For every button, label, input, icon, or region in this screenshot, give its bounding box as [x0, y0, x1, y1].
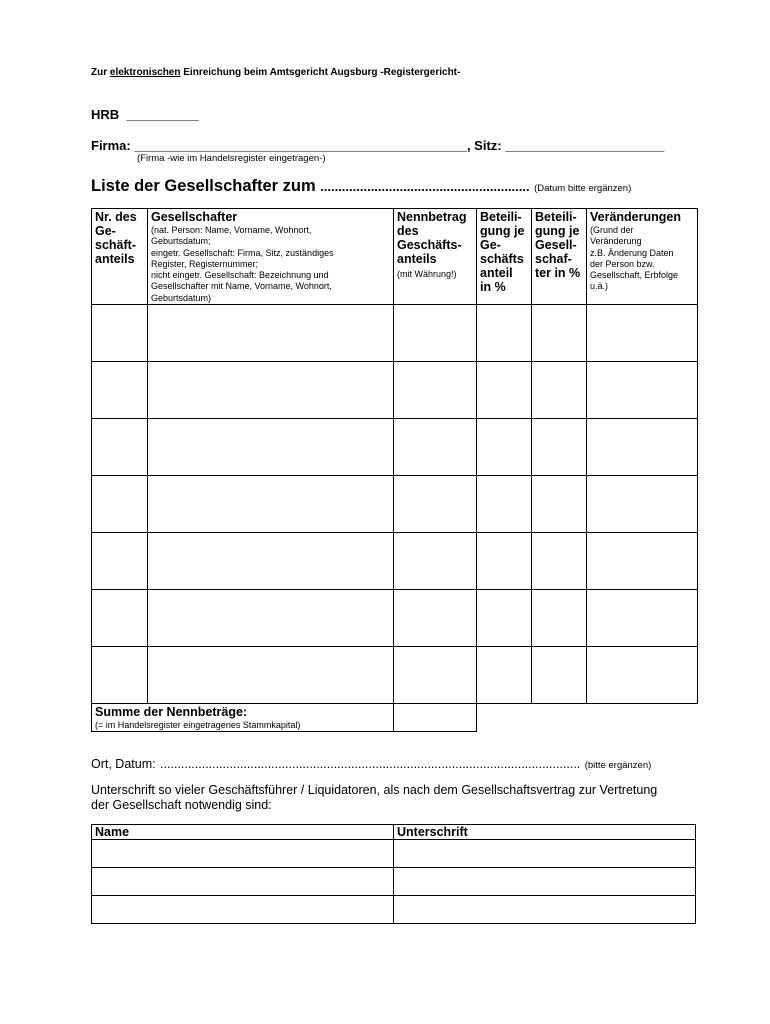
cell-changes[interactable] — [587, 305, 698, 362]
header-share-number-label: Nr. des Ge- schäft- anteils — [95, 210, 137, 266]
firma-field[interactable]: ______________________________________________ — [134, 138, 467, 153]
cell-nominal-amount[interactable] — [394, 476, 477, 533]
header-changes — [587, 209, 698, 305]
signature-cell[interactable] — [394, 868, 696, 896]
cell-participation-share[interactable] — [477, 305, 532, 362]
cell-shareholder[interactable] — [148, 590, 394, 647]
signature-table — [91, 824, 696, 924]
sitz-field[interactable]: ______________________ — [505, 138, 665, 153]
header-participation-shareholder-label: Beteili- gung je Gesell- schaf- ter in % — [535, 210, 581, 280]
cell-participation-shareholder[interactable] — [532, 476, 587, 533]
sum-row — [92, 704, 698, 732]
header-nominal-amount-note: (mit Währung!) — [397, 269, 457, 279]
cell-participation-share[interactable] — [477, 362, 532, 419]
signature-cell[interactable] — [394, 840, 696, 868]
sitz-label: , Sitz: — [466, 138, 502, 153]
name-cell[interactable] — [92, 868, 394, 896]
cell-participation-share[interactable] — [477, 647, 532, 704]
hrb-line — [91, 107, 199, 122]
signature-row — [92, 868, 696, 896]
submission-note — [91, 67, 460, 78]
ort-datum-line — [91, 755, 651, 773]
ort-datum-note: (bitte ergänzen) — [584, 760, 652, 771]
cell-nominal-amount[interactable] — [394, 590, 477, 647]
cell-shareholder[interactable] — [148, 305, 394, 362]
list-title: Liste der Gesellschafter zum — [91, 177, 316, 195]
cell-participation-shareholder[interactable] — [532, 305, 587, 362]
cell-nominal-amount[interactable] — [394, 533, 477, 590]
cell-shareholder[interactable] — [148, 533, 394, 590]
header-changes-label: Veränderungen — [590, 210, 681, 224]
header-share-number — [92, 209, 148, 305]
table-row — [92, 647, 698, 704]
sum-label: Summe der Nennbeträge: — [95, 705, 248, 720]
name-header: Name — [92, 825, 394, 840]
cell-share-number[interactable] — [92, 533, 148, 590]
cell-participation-share[interactable] — [477, 533, 532, 590]
table-row — [92, 362, 698, 419]
header-participation-share-label: Beteili- gung je Ge- schäfts anteil in % — [480, 210, 525, 294]
firma-note: (Firma -wie im Handelsregister eingetragen-) — [137, 153, 326, 164]
cell-changes[interactable] — [587, 590, 698, 647]
date-field[interactable]: .......................................................... — [320, 179, 530, 194]
cell-changes[interactable] — [587, 476, 698, 533]
hrb-label: HRB — [91, 107, 120, 122]
table-row — [92, 476, 698, 533]
cell-participation-share[interactable] — [477, 590, 532, 647]
cell-share-number[interactable] — [92, 419, 148, 476]
cell-share-number[interactable] — [92, 476, 148, 533]
cell-participation-shareholder[interactable] — [532, 362, 587, 419]
name-cell[interactable] — [92, 896, 394, 924]
signature-row — [92, 896, 696, 924]
cell-participation-shareholder[interactable] — [532, 647, 587, 704]
header-shareholder — [148, 209, 394, 305]
cell-shareholder[interactable] — [148, 647, 394, 704]
cell-shareholder[interactable] — [148, 476, 394, 533]
header-shareholder-label: Gesellschafter — [151, 210, 238, 224]
submission-suffix: Einreichung beim Amtsgericht Augsburg -Registergericht- — [180, 67, 461, 78]
sum-value-cell[interactable] — [394, 704, 477, 732]
cell-nominal-amount[interactable] — [394, 647, 477, 704]
cell-changes[interactable] — [587, 362, 698, 419]
cell-nominal-amount[interactable] — [394, 362, 477, 419]
cell-nominal-amount[interactable] — [394, 419, 477, 476]
shareholder-table — [91, 208, 698, 732]
submission-underlined: elektronischen — [109, 67, 181, 78]
sum-note: (= im Handelsregister eingetragenes Stammkapital) — [95, 720, 301, 731]
table-row — [92, 305, 698, 362]
ort-datum-field[interactable]: ......................................................................................................................... — [160, 757, 581, 771]
cell-changes[interactable] — [587, 419, 698, 476]
ort-datum-label: Ort, Datum: — [91, 757, 156, 771]
header-participation-shareholder — [532, 209, 587, 305]
cell-changes[interactable] — [587, 647, 698, 704]
cell-participation-shareholder[interactable] — [532, 419, 587, 476]
signature-instruction: Unterschrift so vieler Geschäftsführer / Liquidatoren, als nach dem Gesellschaftsvertrag zur Vertretung der Gesellschaft notwendig sind: — [91, 783, 658, 812]
hrb-field[interactable]: __________ — [126, 107, 199, 122]
cell-nominal-amount[interactable] — [394, 305, 477, 362]
table-row — [92, 590, 698, 647]
signature-row — [92, 840, 696, 868]
date-note: (Datum bitte ergänzen) — [534, 183, 632, 194]
header-shareholder-note: (nat. Person: Name, Vorname, Wohnort, Geburtsdatum; eingetr. Gesellschaft: Firma, Sitz, zuständiges Register, Registernummer; nicht eingetr. Gesellschaft: Bezeichnung und Gesellschafter mit Name, Vorname, Wohnort, Geburtsdatum) — [151, 225, 334, 303]
signature-header-row — [92, 825, 696, 840]
cell-share-number[interactable] — [92, 362, 148, 419]
header-participation-share — [477, 209, 532, 305]
list-heading — [91, 177, 631, 196]
table-header-row — [92, 209, 698, 305]
cell-share-number[interactable] — [92, 647, 148, 704]
sum-empty-space — [477, 704, 698, 732]
header-nominal-amount-label: Nennbetrag des Geschäfts- anteils — [397, 210, 467, 266]
cell-changes[interactable] — [587, 533, 698, 590]
header-nominal-amount — [394, 209, 477, 305]
header-changes-note: (Grund der Veränderung z.B. Änderung Daten der Person bzw. Gesellschaft, Erbfolge u.ä.) — [590, 225, 679, 292]
sum-label-cell — [92, 704, 394, 732]
signature-cell[interactable] — [394, 896, 696, 924]
submission-prefix: Zur — [91, 67, 110, 78]
cell-participation-share[interactable] — [477, 476, 532, 533]
firma-label: Firma: — [91, 138, 131, 153]
table-row — [92, 533, 698, 590]
cell-share-number[interactable] — [92, 590, 148, 647]
signature-header: Unterschrift — [394, 825, 696, 840]
cell-participation-shareholder[interactable] — [532, 590, 587, 647]
cell-participation-shareholder[interactable] — [532, 533, 587, 590]
cell-shareholder[interactable] — [148, 362, 394, 419]
cell-share-number[interactable] — [92, 305, 148, 362]
table-row — [92, 419, 698, 476]
cell-participation-share[interactable] — [477, 419, 532, 476]
firma-line — [91, 138, 664, 153]
cell-shareholder[interactable] — [148, 419, 394, 476]
name-cell[interactable] — [92, 840, 394, 868]
